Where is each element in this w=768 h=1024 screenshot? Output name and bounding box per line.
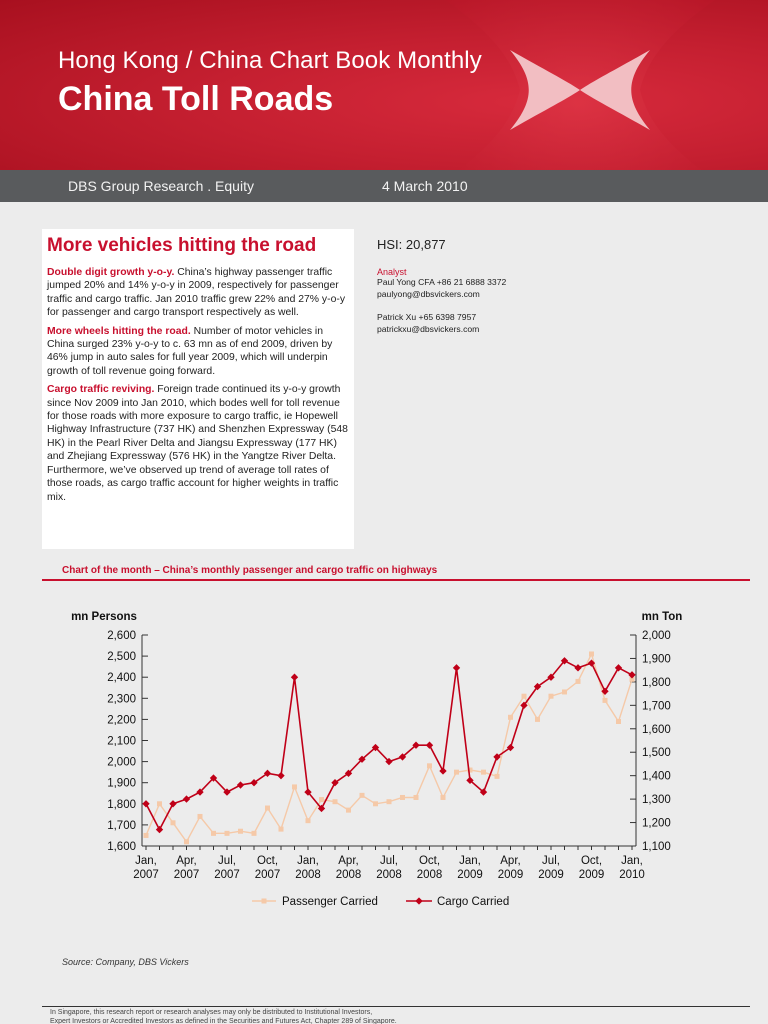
y-tick-label-left: 2,200 <box>107 714 136 727</box>
legend-label-cargo: Cargo Carried <box>437 896 510 908</box>
dbs-logo-mark-icon <box>360 0 768 170</box>
data-point-cargo <box>574 664 581 671</box>
paragraph-body: Number of motor vehicles in China surged 23% y-o-y to c. 63 mn as of end 2009, driven by 46% jump in auto sales for full year 2009, which will underpin growth of toll revenue going forward. <box>47 325 333 377</box>
y-axis-right-title: mn Ton <box>641 611 683 623</box>
y-tick-label-left: 2,500 <box>107 651 136 664</box>
data-point-passenger <box>265 806 270 811</box>
x-tick-label-month: Jul, <box>380 855 398 867</box>
data-point-passenger <box>306 818 311 823</box>
sidebar <box>377 237 577 335</box>
data-point-passenger <box>589 651 594 656</box>
y-tick-label-right: 1,400 <box>642 770 671 783</box>
y-tick-label-right: 1,700 <box>642 700 671 713</box>
data-point-passenger <box>414 795 419 800</box>
y-tick-label-left: 2,600 <box>107 630 136 642</box>
paragraph-lead: Cargo traffic reviving. <box>47 384 155 396</box>
footer-rule <box>42 1006 750 1007</box>
x-tick-label-month: Apr, <box>176 855 197 867</box>
x-tick-label-year: 2010 <box>619 869 645 881</box>
data-point-cargo <box>615 664 622 671</box>
y-tick-label-right: 1,600 <box>642 723 671 736</box>
data-point-passenger <box>373 801 378 806</box>
analyst-email[interactable]: patrickxu@dbsvickers.com <box>377 323 480 334</box>
info-bar <box>0 170 768 202</box>
paragraph-lead: More wheels hitting the road. <box>47 325 191 337</box>
y-tick-label-left: 1,600 <box>107 841 136 853</box>
data-point-cargo <box>628 671 635 678</box>
y-tick-label-left: 2,300 <box>107 693 136 706</box>
data-point-cargo <box>183 795 190 802</box>
data-point-cargo <box>291 674 298 681</box>
x-tick-label-year: 2008 <box>335 869 362 881</box>
data-point-passenger <box>603 698 608 703</box>
y-tick-label-right: 1,300 <box>642 794 671 807</box>
y-tick-label-left: 1,700 <box>107 819 136 832</box>
disclaimer-line: In Singapore, this research report or research analyses may only be distributed to Institutional Investors, <box>50 1009 373 1016</box>
analyst-contact: Paul Yong CFA +86 21 6888 3372 <box>377 277 507 287</box>
data-point-cargo <box>277 772 284 779</box>
data-point-cargo <box>453 664 460 671</box>
x-tick-label-month: Apr, <box>338 855 359 867</box>
y-tick-label-right: 1,500 <box>642 747 671 760</box>
x-tick-label-year: 2008 <box>376 869 402 881</box>
report-title: China Toll Roads <box>58 80 334 118</box>
data-point-passenger <box>252 831 257 836</box>
x-tick-label-year: 2009 <box>497 869 524 881</box>
hsi-value: HSI: 20,877 <box>377 237 446 252</box>
data-point-passenger <box>616 719 621 724</box>
data-point-passenger <box>184 839 189 844</box>
analyst-email[interactable]: paulyong@dbsvickers.com <box>377 288 480 299</box>
data-point-passenger <box>576 679 581 684</box>
x-tick-label-year: 2007 <box>214 869 240 881</box>
data-point-passenger <box>562 689 567 694</box>
data-point-passenger <box>157 801 162 806</box>
x-tick-label-month: Jan, <box>459 855 481 867</box>
data-point-passenger <box>198 814 203 819</box>
x-tick-label-year: 2008 <box>295 869 321 881</box>
paragraph-body: Foreign trade continued its y-o-y growth since Nov 2009 into Jan 2010, which bodes well for toll revenue for those roads with more exposure to cargo traffic, ie Hopewell Highway Infrastructure (737 HK) and Shenzhen Expressway (548 HK) in the Pearl River Delta and Jiangsu Expressway (177 HK) and Zhejiang Expressway (576 HK) in the Yangtze River Delta. Furthermore, we’ve observed up trend of average toll rates of those roads, as cargo traffic account for higher weights in traffic mix. <box>47 384 348 503</box>
data-point-passenger <box>292 784 297 789</box>
x-tick-label-month: Jan, <box>135 855 157 867</box>
source-note: Source: Company, DBS Vickers <box>62 957 189 967</box>
data-point-passenger <box>360 793 365 798</box>
data-point-passenger <box>346 808 351 813</box>
x-tick-label-year: 2009 <box>457 869 483 881</box>
data-point-cargo <box>237 781 244 788</box>
y-tick-label-right: 2,000 <box>642 630 671 642</box>
article-paragraph <box>47 383 350 504</box>
disclaimer-line: Expert Investors or Accredited Investors as defined in the Securities and Futures Act, Chapter 289 of Singapore. <box>50 1017 397 1024</box>
y-tick-label-left: 2,100 <box>107 735 136 748</box>
data-point-passenger <box>144 833 149 838</box>
data-point-passenger <box>279 827 284 832</box>
data-point-passenger <box>495 774 500 779</box>
research-org: DBS Group Research . Equity <box>68 178 254 194</box>
series-line-cargo <box>146 661 632 830</box>
x-tick-label-month: Jan, <box>297 855 319 867</box>
y-tick-label-left: 1,900 <box>107 777 136 790</box>
data-point-passenger <box>454 770 459 775</box>
x-tick-label-month: Apr, <box>500 855 521 867</box>
x-tick-label-month: Oct, <box>580 855 603 867</box>
x-tick-label-year: 2009 <box>538 869 564 881</box>
data-point-passenger <box>441 795 446 800</box>
paragraph-lead: Double digit growth y-o-y. <box>47 267 175 278</box>
data-point-passenger <box>535 717 540 722</box>
y-tick-label-right: 1,100 <box>642 841 671 853</box>
report-date: 4 March 2010 <box>382 178 468 194</box>
x-tick-label-year: 2009 <box>578 869 605 881</box>
legend-marker-cargo <box>415 897 422 904</box>
data-point-cargo <box>142 800 149 807</box>
analyst-contact: Patrick Xu +65 6398 7957 <box>377 312 477 322</box>
data-point-passenger <box>333 799 338 804</box>
data-point-passenger <box>522 694 527 699</box>
y-tick-label-right: 1,800 <box>642 676 671 689</box>
y-tick-label-right: 1,200 <box>642 817 671 830</box>
article-paragraph <box>47 266 350 320</box>
x-tick-label-year: 2008 <box>416 869 443 881</box>
article-heading: More vehicles hitting the road <box>47 235 317 256</box>
data-point-passenger <box>400 795 405 800</box>
x-tick-label-month: Jul, <box>542 855 560 867</box>
x-tick-label-year: 2007 <box>254 869 281 881</box>
x-tick-label-year: 2007 <box>173 869 200 881</box>
disclaimer <box>50 1009 650 1024</box>
article-box <box>42 229 354 549</box>
data-point-passenger <box>238 829 243 834</box>
article-paragraph <box>47 325 350 379</box>
y-axis-left-title: mn Persons <box>71 611 137 623</box>
data-point-passenger <box>387 799 392 804</box>
data-point-passenger <box>427 763 432 768</box>
header-banner <box>0 0 768 170</box>
data-point-cargo <box>169 800 176 807</box>
traffic-line-chart <box>42 600 722 920</box>
y-tick-label-left: 1,800 <box>107 798 136 811</box>
data-point-passenger <box>481 770 486 775</box>
data-point-cargo <box>426 742 433 749</box>
x-tick-label-year: 2007 <box>133 869 159 881</box>
data-point-passenger <box>225 831 230 836</box>
legend-marker-passenger <box>262 899 267 904</box>
analyst-label: Analyst <box>377 267 407 277</box>
chart-heading-rule <box>42 579 750 581</box>
x-tick-label-month: Oct, <box>256 855 279 867</box>
y-tick-label-right: 1,900 <box>642 653 671 666</box>
data-point-passenger <box>211 831 216 836</box>
series-line-passenger <box>146 654 632 842</box>
data-point-passenger <box>319 797 324 802</box>
report-series-title: Hong Kong / China Chart Book Monthly <box>58 47 482 74</box>
data-point-passenger <box>171 820 176 825</box>
paragraph-body: China’s highway passenger traffic jumped 20% and 14% y-o-y in 2009, respectively for passenger traffic and cargo traffic. Jan 2010 traffic grew 22% and 27% y-o-y for passenger and cargo transport respectively as well. <box>47 267 346 319</box>
data-point-passenger <box>508 715 513 720</box>
data-point-cargo <box>156 826 163 833</box>
legend-label-passenger: Passenger Carried <box>282 896 378 908</box>
data-point-cargo <box>439 767 446 774</box>
x-tick-label-month: Oct, <box>418 855 441 867</box>
x-tick-label-month: Jan, <box>621 855 643 867</box>
y-tick-label-left: 2,000 <box>107 756 136 769</box>
chart-heading: Chart of the month – China’s monthly passenger and cargo traffic on highways <box>62 565 438 576</box>
x-tick-label-month: Jul, <box>218 855 236 867</box>
data-point-passenger <box>549 694 554 699</box>
y-tick-label-left: 2,400 <box>107 672 136 685</box>
